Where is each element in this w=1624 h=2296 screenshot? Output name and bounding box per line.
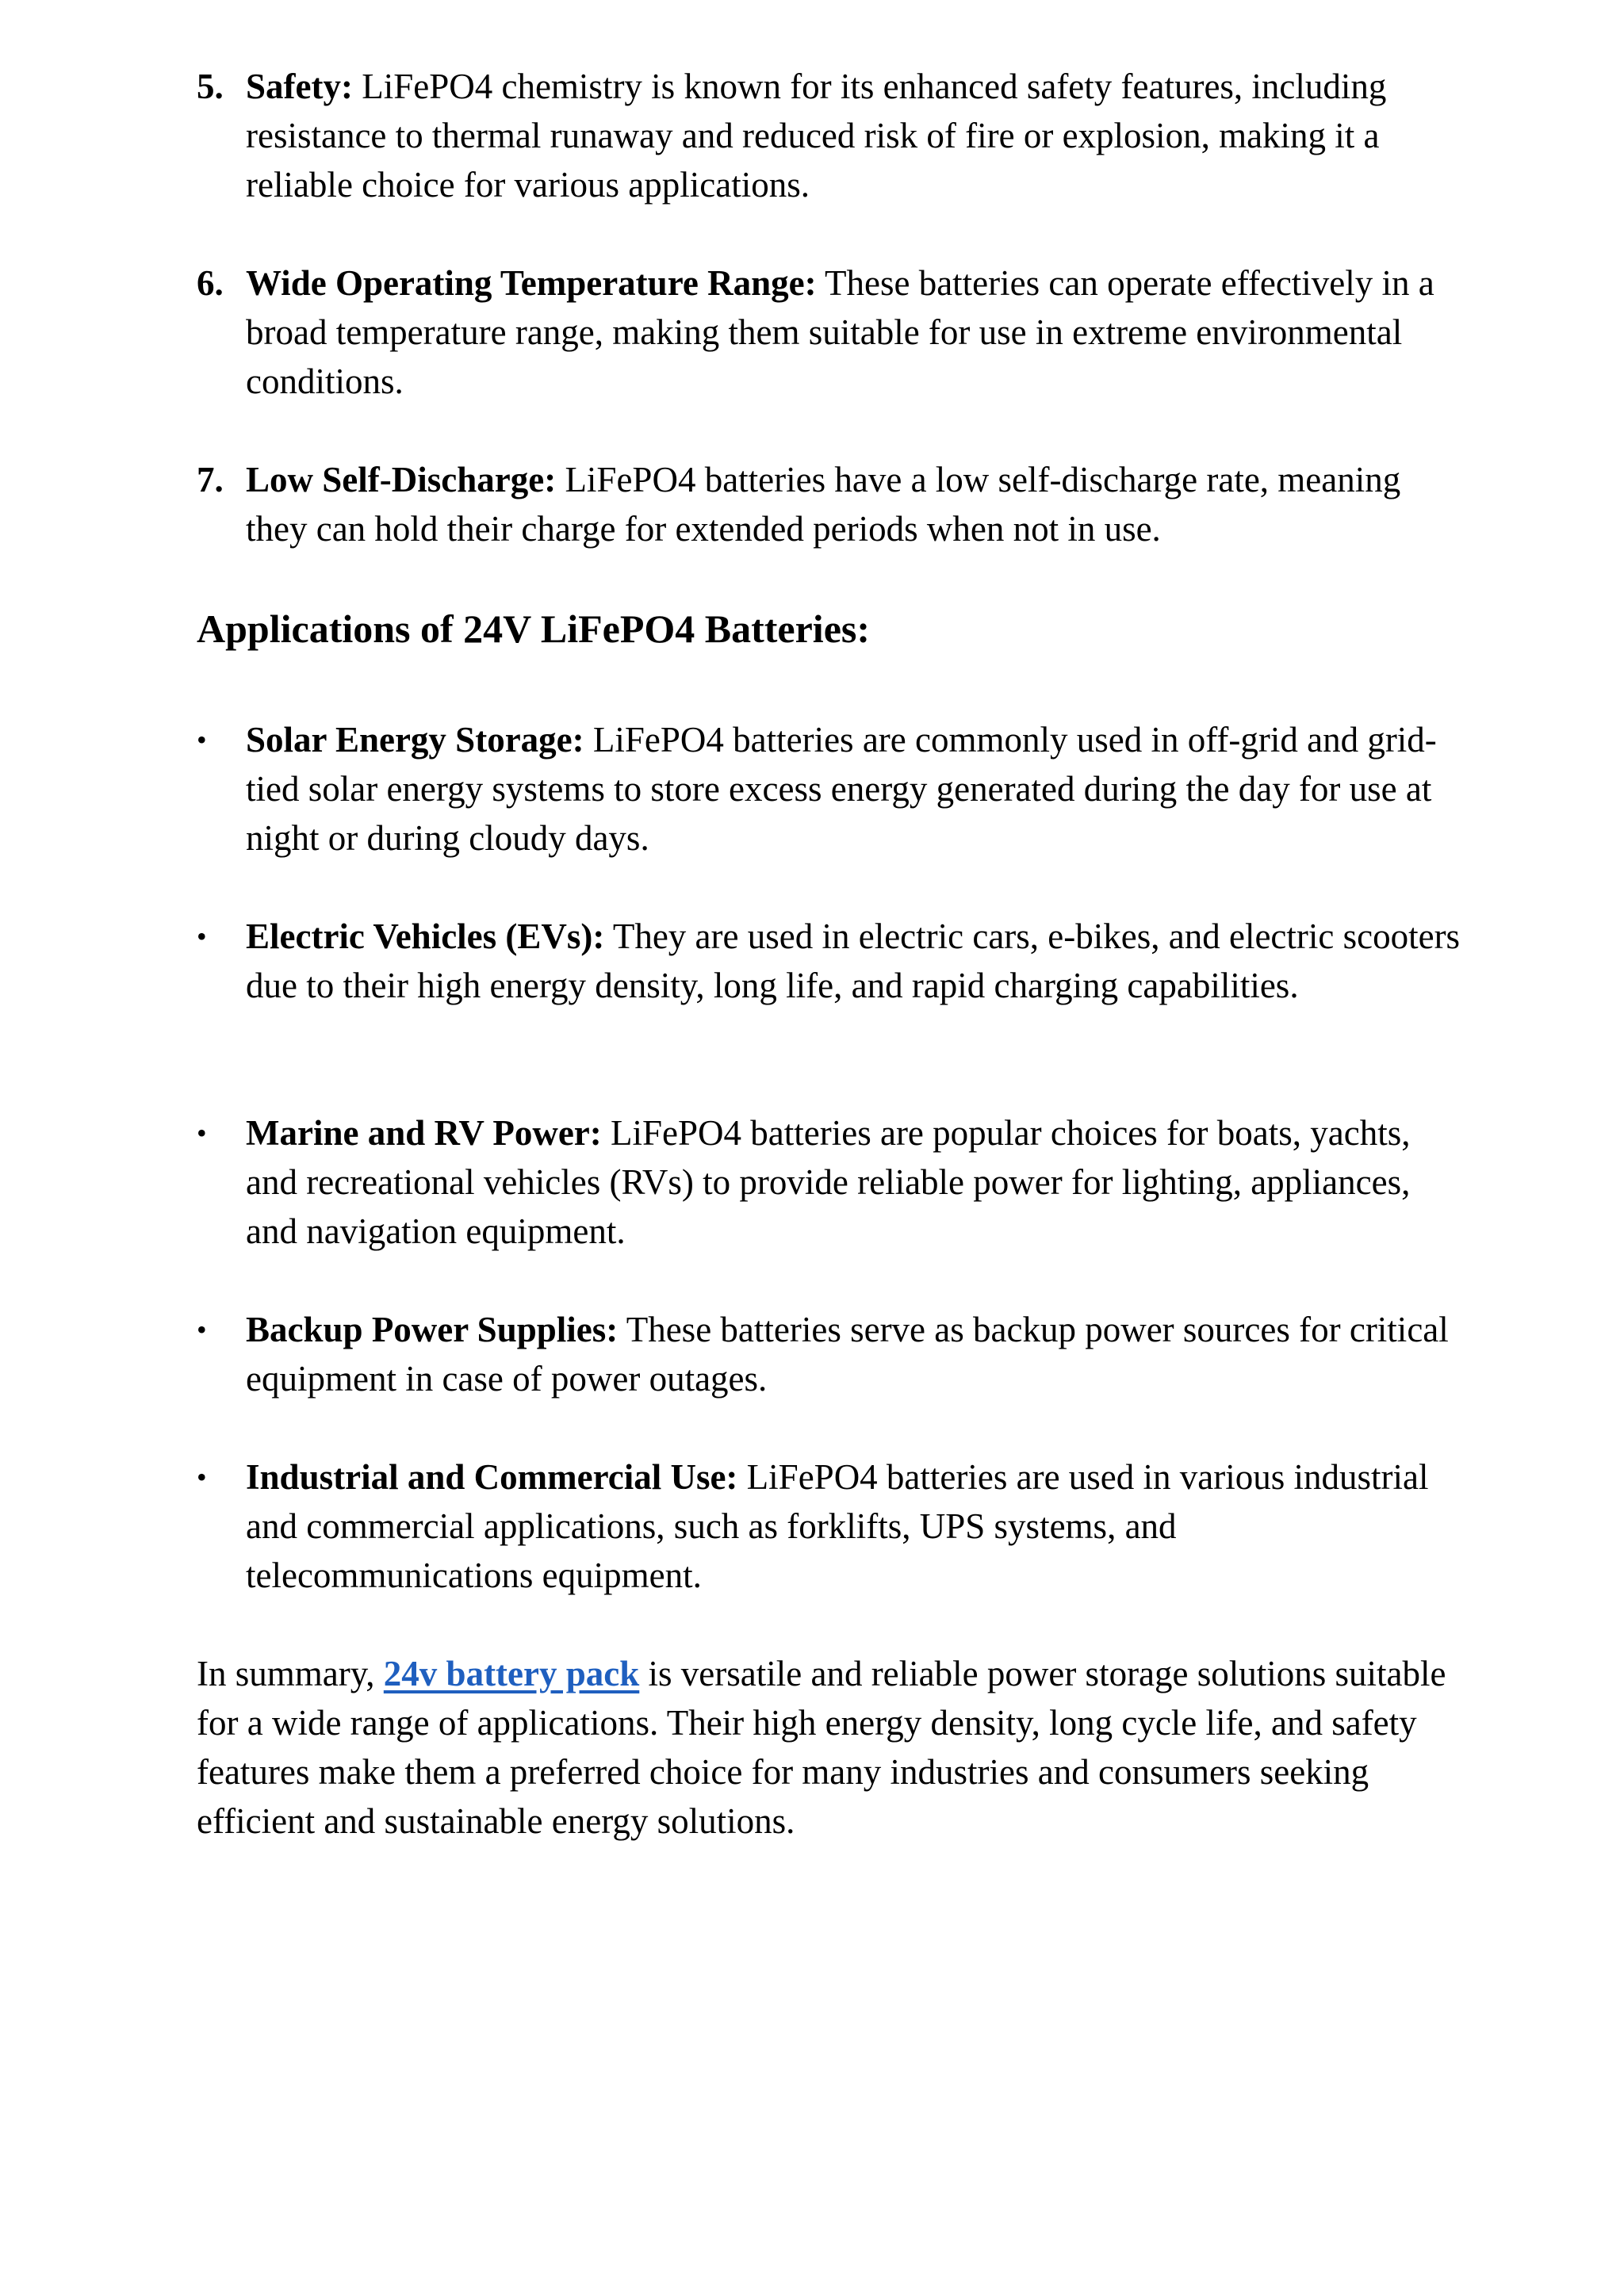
application-term: Solar Energy Storage: — [246, 720, 584, 760]
bullet-icon: • — [197, 1117, 207, 1149]
feature-term: Low Self-Discharge: — [246, 460, 557, 499]
application-item-solar — [197, 715, 1467, 863]
application-description: They are used in electric cars, e-bikes, and electric scooters due to their high energy density, long life, and rapid charging capabilities. — [246, 916, 1461, 1005]
section-heading-applications: Applications of 24V LiFePO4 Batteries: — [197, 607, 870, 651]
application-description: LiFePO4 batteries are popular choices for boats, yachts, and recreational vehicles (RVs) to provide reliable power for lighting, appliances, and navigation equipment. — [246, 1113, 1411, 1251]
application-description: LiFePO4 batteries are used in various industrial and commercial applications, such as forklifts, UPS systems, and telecommunications equipment. — [246, 1457, 1429, 1595]
list-number: 6. — [197, 263, 224, 303]
application-term: Marine and RV Power: — [246, 1113, 602, 1153]
list-number: 5. — [197, 67, 224, 106]
application-item-backup-power — [197, 1305, 1467, 1403]
feature-description: LiFePO4 chemistry is known for its enhanced safety features, including resistance to thermal runaway and reduced risk of fire or explosion, making it a reliable choice for various applications. — [246, 67, 1387, 205]
summary-paragraph — [197, 1649, 1465, 1846]
feature-term: Safety: — [246, 67, 353, 106]
bullet-icon: • — [197, 724, 207, 756]
summary-text-start: In summary, — [197, 1654, 384, 1693]
application-term: Electric Vehicles (EVs): — [246, 916, 605, 956]
application-description: LiFePO4 batteries are commonly used in off-grid and grid-tied solar energy systems to store excess energy generated during the day for use at night or during cloudy days. — [246, 720, 1437, 858]
application-item-industrial — [197, 1452, 1467, 1600]
application-term: Backup Power Supplies: — [246, 1310, 619, 1349]
feature-item-low-self-discharge — [197, 455, 1467, 553]
feature-item-safety — [197, 62, 1467, 209]
feature-item-temperature-range — [197, 258, 1467, 406]
feature-description: These batteries can operate effectively in a broad temperature range, making them suitable for use in extreme environmental conditions. — [246, 263, 1434, 401]
application-item-ev — [197, 912, 1467, 1010]
battery-pack-link[interactable]: 24v battery pack — [383, 1654, 640, 1693]
feature-term: Wide Operating Temperature Range: — [246, 263, 817, 303]
application-item-marine-rv — [197, 1108, 1467, 1256]
summary-text-end: is versatile and reliable power storage solutions suitable for a wide range of applications. Their high energy density, long cycle life, and safety features make them a preferred choice for many industries and consumers seeking efficient and sustainable energy solutions. — [197, 1654, 1446, 1841]
bullet-icon: • — [197, 920, 207, 952]
application-term: Industrial and Commercial Use: — [246, 1457, 738, 1497]
feature-description: LiFePO4 batteries have a low self-discharge rate, meaning they can hold their charge for extended periods when not in use. — [246, 460, 1401, 549]
list-number: 7. — [197, 460, 224, 499]
bullet-icon: • — [197, 1314, 207, 1345]
bullet-icon: • — [197, 1461, 207, 1493]
application-description: These batteries serve as backup power sources for critical equipment in case of power outages. — [246, 1310, 1449, 1399]
